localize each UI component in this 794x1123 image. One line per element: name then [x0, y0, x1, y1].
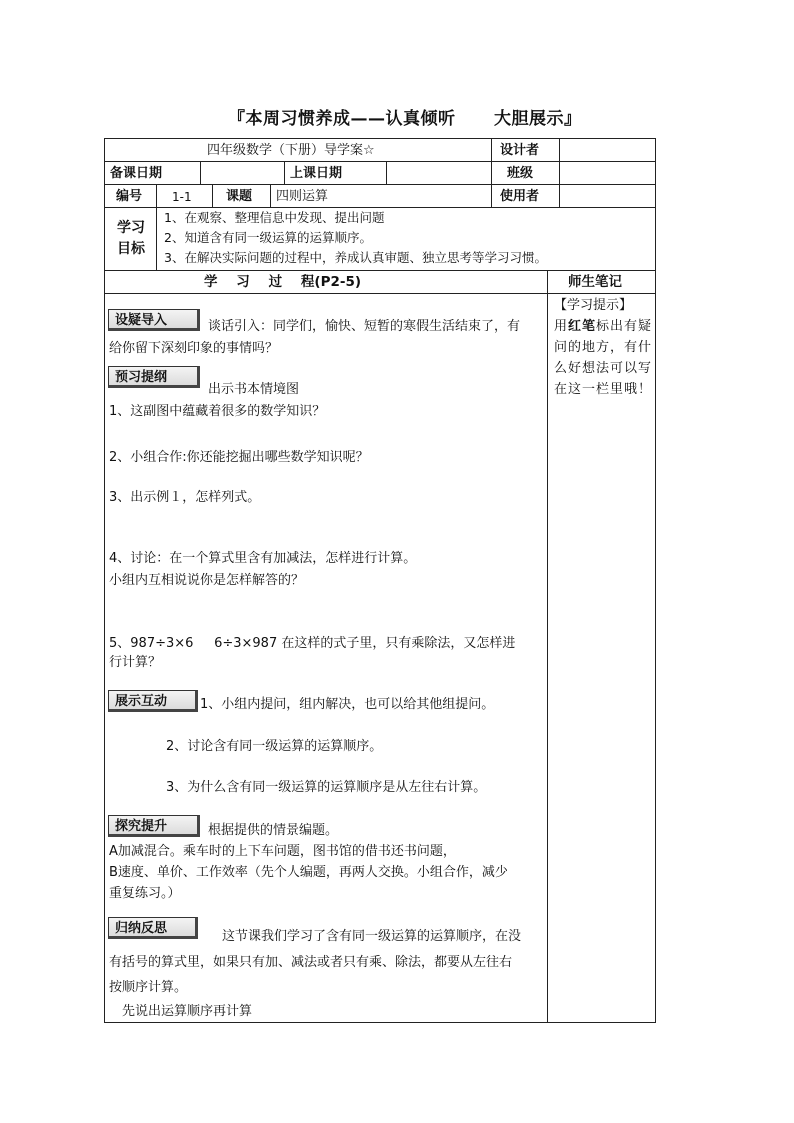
goals-label-2: 目标: [117, 241, 145, 257]
prep-date-label: 备课日期: [110, 166, 163, 181]
question-5-line-2: 行计算？: [109, 655, 162, 670]
user-field[interactable]: [561, 186, 653, 206]
lesson-plan-title: 四年级数学（下册）导学案☆: [207, 143, 375, 158]
explore-text: 根据提供的情景编题。: [208, 823, 339, 838]
summary-line-1: 这节课我们学习了含有同一级运算的运算顺序，在没: [222, 929, 522, 944]
notes-header: 师生笔记: [568, 274, 622, 290]
tip-title: 【学习提示】: [554, 298, 633, 313]
goals-list: [164, 210, 547, 266]
number-value: 1-1: [172, 190, 192, 204]
question-3: 3、出示例１，怎样列式。: [109, 490, 261, 505]
preview-tag: 预习提纲: [108, 366, 200, 388]
class-date-label: 上课日期: [290, 166, 343, 181]
topic-value: 四则运算: [276, 189, 329, 204]
topic-label: 课题: [226, 189, 253, 204]
tip-text: 标出有疑问的地方，有什么好想法可以写在这一栏里哦！: [554, 319, 653, 397]
goal-item: 1、在观察、整理信息中发现、提出问题: [164, 210, 385, 225]
explore-b-line-1: B速度、单价、工作效率（先个人编题，再两人交换。小组合作，减少: [109, 865, 508, 880]
learning-tip: [554, 295, 654, 400]
question-4-line-1: 4、讨论：在一个算式里含有加减法，怎样进行计算。: [109, 551, 417, 566]
summary-tag: 归纳反思: [108, 917, 198, 939]
show-item-3: 3、为什么含有同一级运算的运算顺序是从左往右计算。: [166, 780, 487, 795]
question-2: 2、小组合作:你还能挖掘出哪些数学知识呢？: [109, 450, 369, 465]
number-label: 编号: [116, 189, 143, 204]
prep-date-field[interactable]: [202, 163, 282, 183]
question-5-line-1: 5、987÷3×6 6÷3×987 在这样的式子里，只有乘除法，又怎样进: [109, 636, 516, 651]
class-label: 班级: [507, 166, 534, 181]
question-1: 1、这副图中蕴藏着很多的数学知识？: [109, 404, 326, 419]
show-tag: 展示互动: [108, 690, 198, 712]
summary-line-2: 有括号的算式里，如果只有加、减法或者只有乘、除法，都要从左往右: [109, 955, 513, 970]
goals-label-1: 学习: [117, 220, 145, 236]
question-4-line-2: 小组内互相说说你是怎样解答的？: [109, 573, 305, 588]
designer-label: 设计者: [500, 143, 540, 158]
show-item-2: 2、讨论含有同一级运算的运算顺序。: [166, 739, 383, 754]
explore-b-line-2: 重复练习。）: [109, 886, 181, 901]
explore-tag: 探究提升: [108, 815, 200, 837]
class-date-field[interactable]: [388, 163, 488, 183]
page-title: 『本周习惯养成——认真倾听 大胆展示』: [228, 109, 582, 129]
intro-tag: 设疑导入: [108, 309, 200, 331]
tip-text-pre: 用: [554, 319, 569, 334]
process-header: 学 习 过 程(P2-5): [204, 274, 362, 290]
intro-text-1: 谈话引入：同学们，愉快、短暂的寒假生活结束了，有: [208, 319, 521, 334]
summary-line-3: 按顺序计算。: [109, 980, 188, 995]
goal-item: 2、知道含有同一级运算的运算顺序。: [164, 230, 372, 245]
goal-item: 3、在解决实际问题的过程中，养成认真审题、独立思考等学习习惯。: [164, 250, 547, 265]
class-field[interactable]: [561, 163, 653, 183]
user-label: 使用者: [500, 189, 540, 204]
preview-text: 出示书本情境图: [208, 382, 300, 397]
tip-text-highlight: 红笔: [568, 319, 597, 334]
show-item-1: 1、小组内提问，组内解决，也可以给其他组提问。: [200, 697, 495, 712]
summary-last-line: 先说出运算顺序再计算: [122, 1004, 253, 1019]
explore-a: A加减混合。乘车时的上下车问题，图书馆的借书还书问题，: [109, 844, 456, 859]
intro-text-2: 给你留下深刻印象的事情吗？: [109, 341, 279, 356]
designer-field[interactable]: [561, 140, 653, 160]
